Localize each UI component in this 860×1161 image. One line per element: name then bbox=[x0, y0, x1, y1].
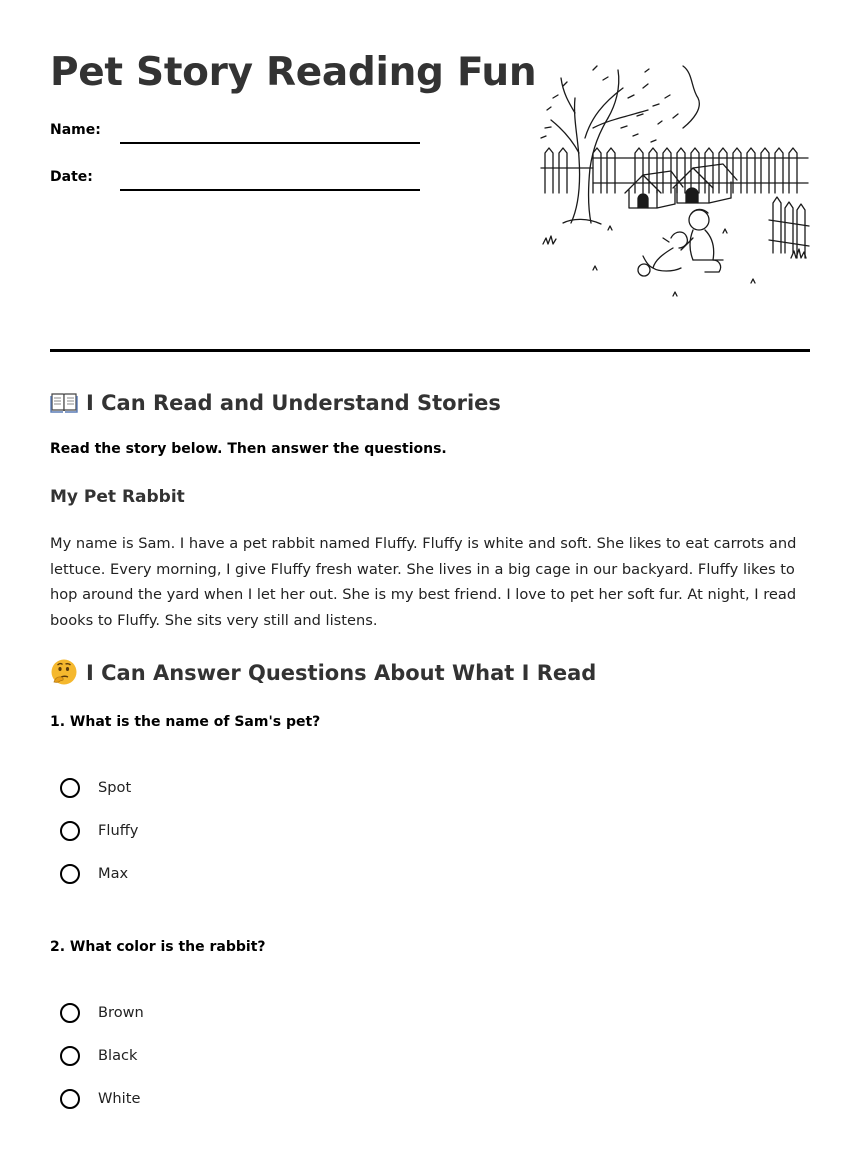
option-spot[interactable] bbox=[60, 778, 460, 821]
question-1-text: 1. What is the name of Sam's pet? bbox=[50, 714, 321, 730]
open-book-icon bbox=[50, 390, 78, 414]
section-heading-questions-text: I Can Answer Questions About What I Read bbox=[86, 661, 597, 685]
story-text: My name is Sam. I have a pet rabbit named Fluffy. Fluffy is white and soft. She likes to eat carrots and lettuce. Every morning, I give Fluffy fresh water. She lives in a big cage in our backyard. Fluffy likes to hop around the yard when I let her out. She is my best friend. I love to pet her soft fur. At night, I read books to Fluffy. She sits very still and listens. bbox=[50, 535, 797, 629]
option-white[interactable] bbox=[60, 1089, 460, 1132]
option-label: Brown bbox=[98, 1004, 144, 1021]
option-brown[interactable] bbox=[60, 1003, 460, 1046]
date-field bbox=[50, 169, 420, 193]
date-label: Date: bbox=[50, 169, 93, 185]
page-title: Pet Story Reading Fun bbox=[50, 50, 537, 95]
section-heading-read bbox=[50, 390, 501, 415]
name-label: Name: bbox=[50, 122, 101, 138]
backyard-illustration bbox=[533, 58, 813, 308]
story-title: My Pet Rabbit bbox=[50, 487, 185, 507]
section-heading-questions bbox=[50, 658, 596, 686]
radio-button[interactable] bbox=[60, 1089, 80, 1109]
name-field bbox=[50, 122, 420, 146]
name-line bbox=[120, 142, 420, 144]
radio-button[interactable] bbox=[60, 778, 80, 798]
option-fluffy[interactable] bbox=[60, 821, 460, 864]
radio-button[interactable] bbox=[60, 1003, 80, 1023]
option-black[interactable] bbox=[60, 1046, 460, 1089]
option-label: Fluffy bbox=[98, 822, 139, 839]
header-divider bbox=[50, 349, 810, 352]
question-2 bbox=[50, 939, 810, 1107]
option-max[interactable] bbox=[60, 864, 460, 907]
date-line bbox=[120, 189, 420, 191]
section-heading-read-text: I Can Read and Understand Stories bbox=[86, 391, 501, 415]
radio-button[interactable] bbox=[60, 821, 80, 841]
doghouse-left bbox=[625, 171, 683, 208]
radio-button[interactable] bbox=[60, 864, 80, 884]
question-2-text: 2. What color is the rabbit? bbox=[50, 939, 266, 955]
question-2-options bbox=[60, 1003, 460, 1132]
thinking-face-icon bbox=[50, 658, 78, 686]
option-label: Max bbox=[98, 865, 129, 882]
dog-figure bbox=[638, 232, 687, 276]
option-label: White bbox=[98, 1090, 141, 1107]
instructions-text: Read the story below. Then answer the questions. bbox=[50, 441, 447, 457]
grass-tufts bbox=[543, 226, 806, 296]
option-label: Spot bbox=[98, 779, 132, 796]
question-1 bbox=[50, 714, 810, 882]
option-label: Black bbox=[98, 1047, 138, 1064]
radio-button[interactable] bbox=[60, 1046, 80, 1066]
worksheet-header bbox=[50, 0, 810, 352]
worksheet-page bbox=[50, 0, 810, 1161]
question-1-options bbox=[60, 778, 460, 907]
